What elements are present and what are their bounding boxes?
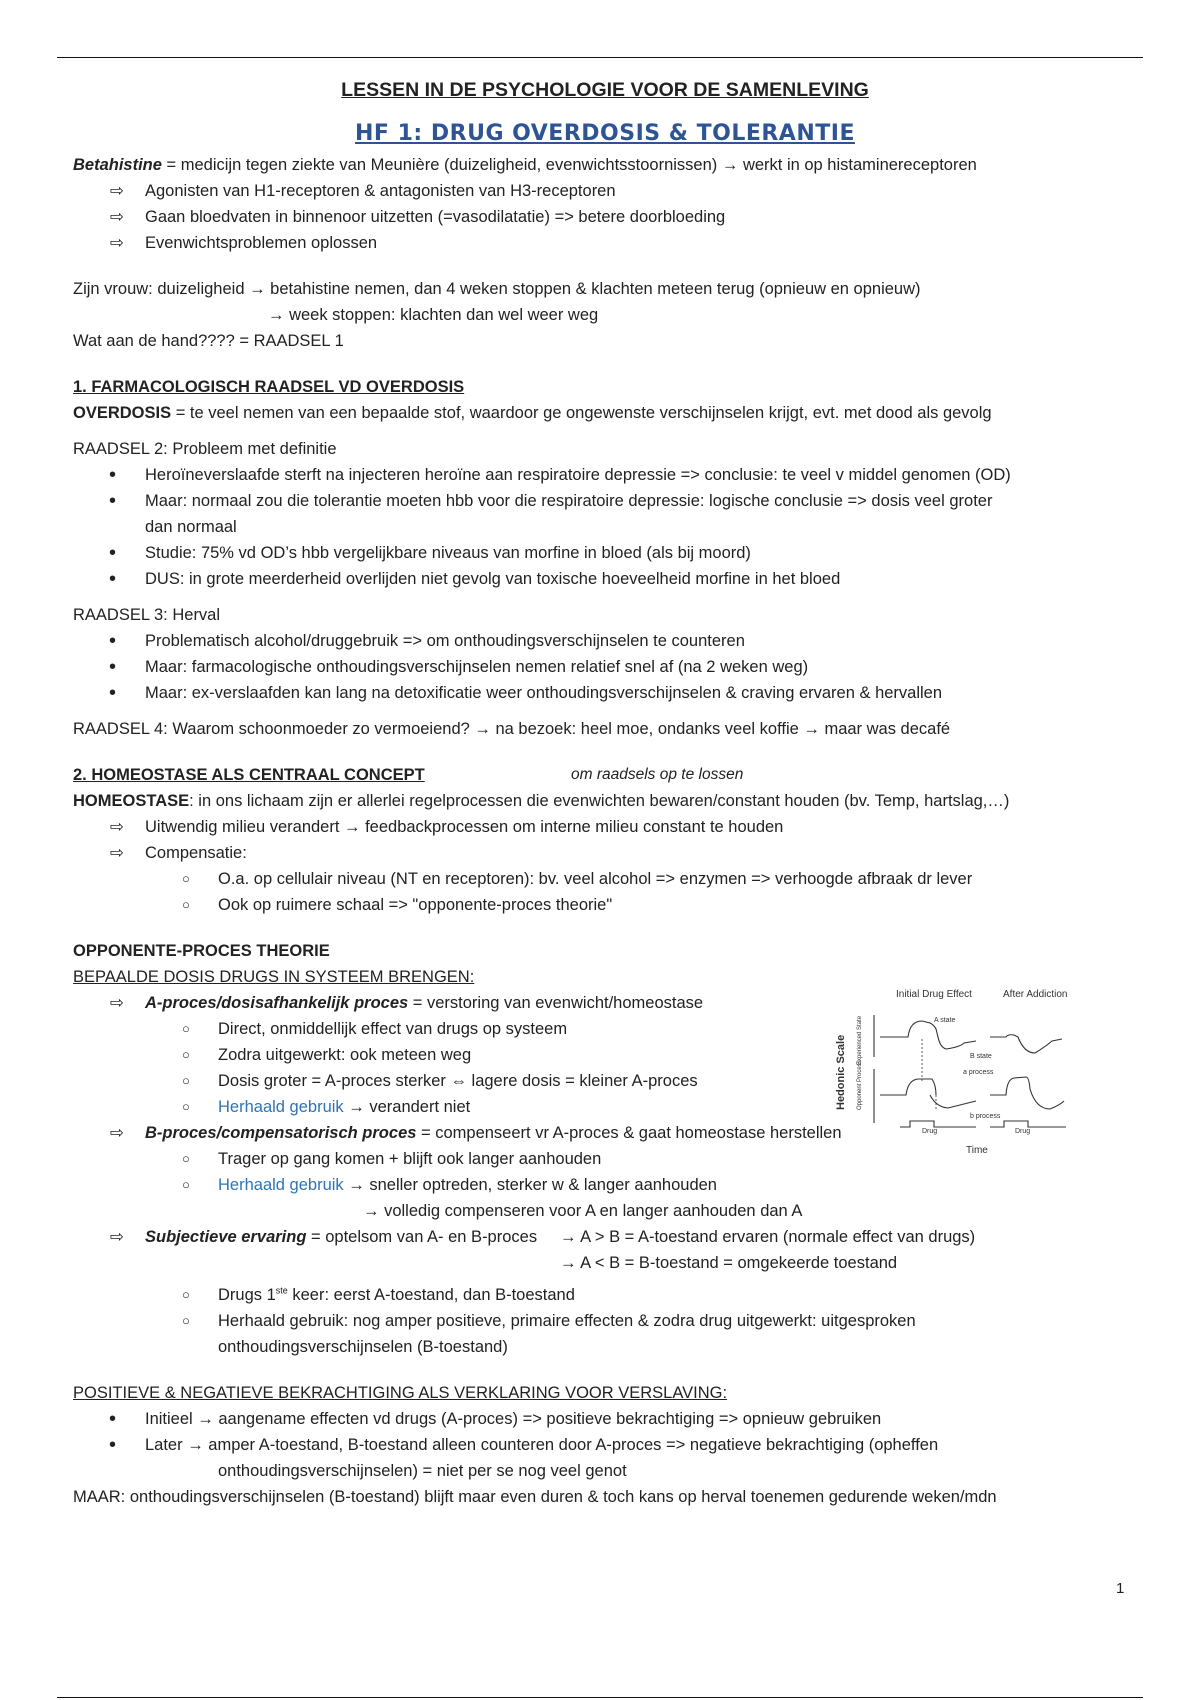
list-item: • Later → amper A-toestand, B-toestand alleen counteren door A-proces => negatieve bekrachtiging (opheffen <box>109 1434 939 1456</box>
list-item: • Heroïneverslaafde sterft na injecteren heroïne aan respiratoire depressie => conclusie: te veel v middel genomen (OD) <box>109 464 1011 486</box>
final-note: MAAR: onthoudingsverschijnselen (B-toestand) blijft maar even duren & toch kans op herval toenemen gedurende weken/mdn <box>73 1488 997 1506</box>
circle-icon: ○ <box>182 1099 190 1114</box>
figure-drug-pulse-1 <box>900 1121 976 1127</box>
figure-label-after: After Addiction <box>1003 989 1068 1000</box>
section-2-heading: 2. HOMEOSTASE ALS CENTRAAL CONCEPT <box>73 766 425 784</box>
sub-list-item: ○ O.a. op cellulair niveau (NT en receptoren): bv. veel alcohol => enzymen => verhoogde afbraak dr lever <box>73 866 1153 892</box>
figure-b-process: b process <box>970 1113 1001 1120</box>
circle-icon: ○ <box>182 1073 190 1088</box>
circle-icon: ○ <box>182 1047 190 1062</box>
figure-b-state: B state <box>970 1053 992 1060</box>
circle-icon: ○ <box>182 1021 190 1036</box>
figure-y-sub1: Experienced State <box>857 1015 863 1065</box>
figure-a-state: A state <box>934 1017 956 1024</box>
riddle-4: RAADSEL 4: Waarom schoonmoeder zo vermoeiend? → na bezoek: heel moe, ondanks veel koffie → maar was decafé <box>73 720 951 738</box>
figure-y-axis: Hedonic Scale <box>835 1034 847 1110</box>
arrow-icon: ⇨ <box>110 1228 124 1246</box>
list-item: • Studie: 75% vd OD’s hbb vergelijkbare niveaus van morfine in bloed (als bij moord) <box>109 542 751 564</box>
overdose-definition: OVERDOSIS = te veel nemen van een bepaalde stof, waardoor ge ongewenste verschijnselen krijgt, evt. met dood als gevolg <box>73 404 992 422</box>
bullet-icon: • <box>109 1434 117 1456</box>
opponent-process-figure <box>830 985 1090 1160</box>
list-item: • Problematisch alcohol/druggebruik => om onthoudingsverschijnselen te counteren <box>109 630 745 652</box>
subjective-experience-continued: → A < B = B-toestand = omgekeerde toestand <box>560 1254 898 1272</box>
document-body <box>73 74 1153 1510</box>
figure-curve-after-top <box>990 1035 1062 1053</box>
figure-time: Time <box>966 1145 988 1156</box>
subjective-experience-item: ⇨ Subjectieve ervaring = optelsom van A- en B-proces → A > B = A-toestand ervaren (normale effect van drugs) <box>73 1224 1153 1250</box>
riddle-3-title: RAADSEL 3: Herval <box>73 606 221 624</box>
list-item: • Maar: ex-verslaafden kan lang na detoxificatie weer onthoudingsverschijnselen & craving ervaren & hervallen <box>109 682 943 704</box>
arrow-icon: ⇨ <box>110 844 124 862</box>
list-item: • Initieel → aangename effecten vd drugs (A-proces) => positieve bekrachtiging => opnieuw gebruiken <box>109 1408 882 1430</box>
circle-icon: ○ <box>182 1313 190 1328</box>
sub-list-item: ○ Ook op ruimere schaal => "opponente-proces theorie" <box>73 892 1153 918</box>
arrow-icon: ⇨ <box>110 994 124 1012</box>
section-3-heading: POSITIEVE & NEGATIEVE BEKRACHTIGING ALS VERKLARING VOOR VERSLAVING: <box>73 1384 728 1402</box>
wife-line-continued: → week stoppen: klachten dan wel weer weg <box>268 306 599 324</box>
a-process-item: ⇨ A-proces/dosisafhankelijk proces = verstoring van evenwicht/homeostase <box>73 990 1153 1016</box>
arrow-icon: ⇨ <box>110 182 124 200</box>
sub-list-item: ○ Trager op gang komen + blijft ook langer aanhouden <box>73 1146 1153 1172</box>
sub-list-item: ○ Zodra uitgewerkt: ook meteen weg <box>73 1042 1153 1068</box>
figure-label-initial: Initial Drug Effect <box>896 989 972 1000</box>
circle-icon: ○ <box>182 1177 190 1192</box>
section-1-heading: 1. FARMACOLOGISCH RAADSEL VD OVERDOSIS <box>73 378 465 396</box>
section-2-note: om raadsels op te lossen <box>571 766 744 783</box>
circle-icon: ○ <box>182 1151 190 1166</box>
sub-list-item-continued: → volledig compenseren voor A en langer aanhouden dan A <box>363 1202 803 1220</box>
arrow-icon: ⇨ <box>110 234 124 252</box>
betahistine-definition: Betahistine = medicijn tegen ziekte van Meunière (duizeligheid, evenwichtsstoornissen) → werkt in op histaminereceptoren <box>73 156 977 174</box>
top-rule <box>57 57 1143 58</box>
bullet-icon: • <box>109 656 117 678</box>
document-title: LESSEN IN DE PSYCHOLOGIE VOOR DE SAMENLEVING <box>341 79 869 101</box>
figure-drug-2: Drug <box>1015 1128 1031 1135</box>
figure-curve-initial-top <box>880 1021 976 1049</box>
bullet-icon: • <box>109 682 117 704</box>
figure-y-sub2: Opponent Process <box>857 1060 863 1110</box>
figure-drug-1: Drug <box>922 1128 938 1135</box>
arrow-icon: ⇨ <box>110 1124 124 1142</box>
sub-list-item: ○ Herhaald gebruik: nog amper positieve, primaire effecten & zodra drug uitgewerkt: uitgesproken <box>73 1308 1153 1334</box>
opponent-process-title: OPPONENTE-PROCES THEORIE <box>73 942 330 960</box>
riddle-1: Wat aan de hand???? = RAADSEL 1 <box>73 332 344 350</box>
list-item: ⇨ Uitwendig milieu verandert → feedbackprocessen om interne milieu constant te houden <box>73 814 1153 840</box>
figure-curve-initial-b <box>930 1095 976 1108</box>
bullet-icon: • <box>109 630 117 652</box>
bullet-icon: • <box>109 490 117 512</box>
sub-list-item-continued: onthoudingsverschijnselen (B-toestand) <box>218 1338 508 1356</box>
figure-curve-after-bottom <box>990 1077 1064 1109</box>
list-item: ⇨ Gaan bloedvaten in binnenoor uitzetten (=vasodilatatie) => betere doorbloeding <box>73 204 1153 230</box>
chapter-title: HF 1: DRUG OVERDOSIS & TOLERANTIE <box>355 121 855 146</box>
riddle-2-title: RAADSEL 2: Probleem met definitie <box>73 440 337 458</box>
list-item: ⇨ Compensatie: <box>73 840 1153 866</box>
circle-icon: ○ <box>182 871 190 886</box>
section-2-heading-row <box>73 762 1153 788</box>
arrow-icon: ⇨ <box>110 208 124 226</box>
sub-list-item: ○ Herhaald gebruik → sneller optreden, sterker w & langer aanhouden <box>73 1172 1153 1198</box>
opponent-process-subtitle: BEPAALDE DOSIS DRUGS IN SYSTEEM BRENGEN: <box>73 968 475 986</box>
sub-list-item: ○ Herhaald gebruik → verandert niet <box>73 1094 1153 1120</box>
figure-a-process: a process <box>963 1069 994 1076</box>
list-item-continued: onthoudingsverschijnselen) = niet per se nog veel genot <box>218 1462 627 1480</box>
list-item: ⇨ Evenwichtsproblemen oplossen <box>73 230 1153 256</box>
wife-line: Zijn vrouw: duizeligheid → betahistine nemen, dan 4 weken stoppen & klachten meteen terug (opnieuw en opnieuw) <box>73 280 921 298</box>
list-item: • Maar: farmacologische onthoudingsverschijnselen nemen relatief snel af (na 2 weken weg) <box>109 656 809 678</box>
figure-curve-initial-bottom <box>880 1079 936 1095</box>
list-item: • DUS: in grote meerderheid overlijden niet gevolg van toxische hoeveelheid morfine in het bloed <box>109 568 841 590</box>
list-item-continued: dan normaal <box>145 518 237 536</box>
homeostase-definition: HOMEOSTASE: in ons lichaam zijn er allerlei regelprocessen die evenwichten bewaren/constant houden (bv. Temp, hartslag,…) <box>73 792 1010 810</box>
figure-drug-pulse-2 <box>990 1121 1066 1127</box>
list-item: • Maar: normaal zou die tolerantie moeten hbb voor die respiratoire depressie: logische conclusie => dosis veel groter <box>109 490 993 512</box>
page-number: 1 <box>1116 1580 1125 1597</box>
bullet-icon: • <box>109 568 117 590</box>
sub-list-item: ○ Direct, onmiddellijk effect van drugs op systeem <box>73 1016 1153 1042</box>
circle-icon: ○ <box>182 1287 190 1302</box>
list-item: ⇨ Agonisten van H1-receptoren & antagonisten van H3-receptoren <box>73 178 1153 204</box>
arrow-icon: ⇨ <box>110 818 124 836</box>
bullet-icon: • <box>109 464 117 486</box>
b-process-item: ⇨ B-proces/compensatorisch proces = compenseert vr A-proces & gaat homeostase herstellen <box>73 1120 1153 1146</box>
circle-icon: ○ <box>182 897 190 912</box>
bottom-rule <box>57 1697 1143 1698</box>
sub-list-item: ○ Drugs 1ste keer: eerst A-toestand, dan B-toestand <box>73 1282 1153 1308</box>
bullet-icon: • <box>109 542 117 564</box>
sub-list-item: ○ Dosis groter = A-proces sterker ⇔ lagere dosis = kleiner A-proces <box>73 1068 1153 1094</box>
bullet-icon: • <box>109 1408 117 1430</box>
